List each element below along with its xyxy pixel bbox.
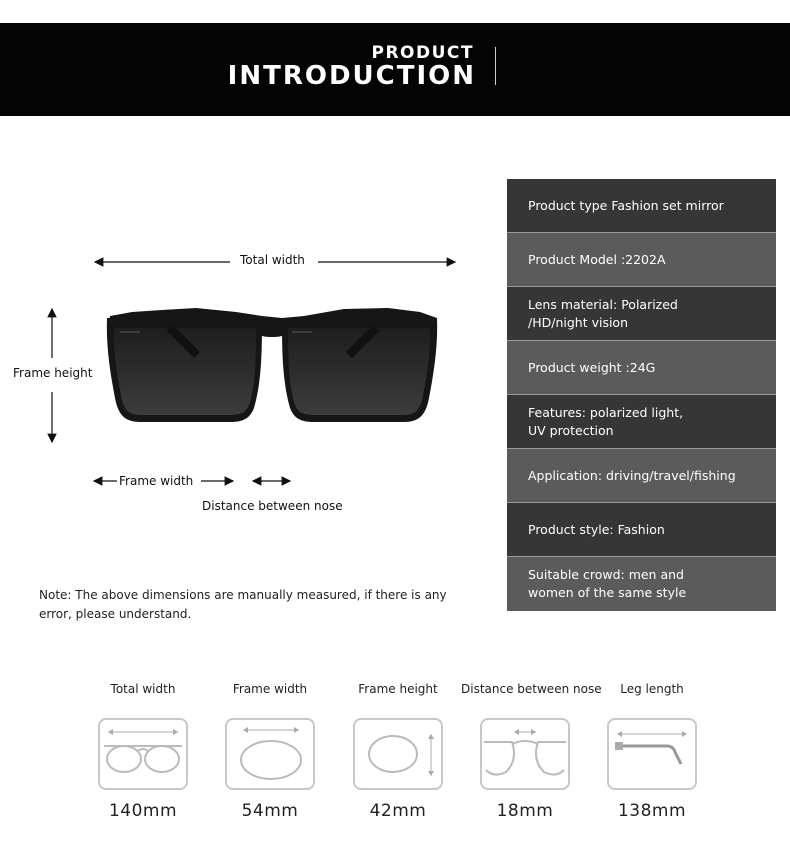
- dimension-icon-box: [225, 718, 315, 790]
- spec-row: Application: driving/travel/fishing: [507, 449, 776, 503]
- dimension-label: Frame height: [358, 682, 438, 696]
- header-title-top: PRODUCT: [371, 43, 474, 63]
- spec-row: Features: polarized light, UV protection: [507, 395, 776, 449]
- dimension-label: Distance between nose: [461, 682, 602, 696]
- dimension-icon-box: [353, 718, 443, 790]
- dimension-icon-box: [98, 718, 188, 790]
- frame-width-icon: [227, 720, 313, 788]
- leg-length-icon: [609, 720, 695, 788]
- dimension-value: 140mm: [108, 801, 178, 821]
- total-width-label: Total width: [234, 253, 311, 267]
- frame-height-label: Frame height: [7, 366, 98, 380]
- dimension-label: Leg length: [620, 682, 684, 696]
- dimension-leg-length: [588, 682, 716, 821]
- spec-panel: [507, 179, 776, 611]
- spec-row: Lens material: Polarized /HD/night vision: [507, 287, 776, 341]
- frame-width-label: Frame width: [119, 474, 194, 488]
- total-width-icon: [100, 720, 186, 788]
- dimension-value: 18mm: [496, 801, 554, 821]
- measurement-note: Note: The above dimensions are manually measured, if there is any error, please understand.: [39, 588, 447, 621]
- dimension-nose-distance: [461, 682, 602, 821]
- dimension-value: 42mm: [369, 801, 427, 821]
- nose-distance-label: Distance between nose: [196, 499, 349, 513]
- frame-height-icon: [355, 720, 441, 788]
- header-title-main: INTRODUCTION: [227, 61, 476, 91]
- dimension-value: 54mm: [241, 801, 299, 821]
- sunglasses-image: [107, 308, 437, 422]
- spec-row: Product weight :24G: [507, 341, 776, 395]
- dimension-icon-box: [480, 718, 570, 790]
- dimension-frame-height: [334, 682, 462, 821]
- dimension-label: Frame width: [232, 682, 308, 696]
- dimension-frame-width: [206, 682, 334, 821]
- spec-row: Suitable crowd: men and women of the same style: [507, 557, 776, 611]
- dimension-total-width: [79, 682, 207, 821]
- dimension-label: Total width: [110, 682, 176, 696]
- nose-distance-icon: [482, 720, 568, 788]
- spec-row: Product Model :2202A: [507, 233, 776, 287]
- dimension-icon-box: [607, 718, 697, 790]
- dimension-value: 138mm: [617, 801, 687, 821]
- spec-row: Product style: Fashion: [507, 503, 776, 557]
- spec-row: Product type Fashion set mirror: [507, 179, 776, 233]
